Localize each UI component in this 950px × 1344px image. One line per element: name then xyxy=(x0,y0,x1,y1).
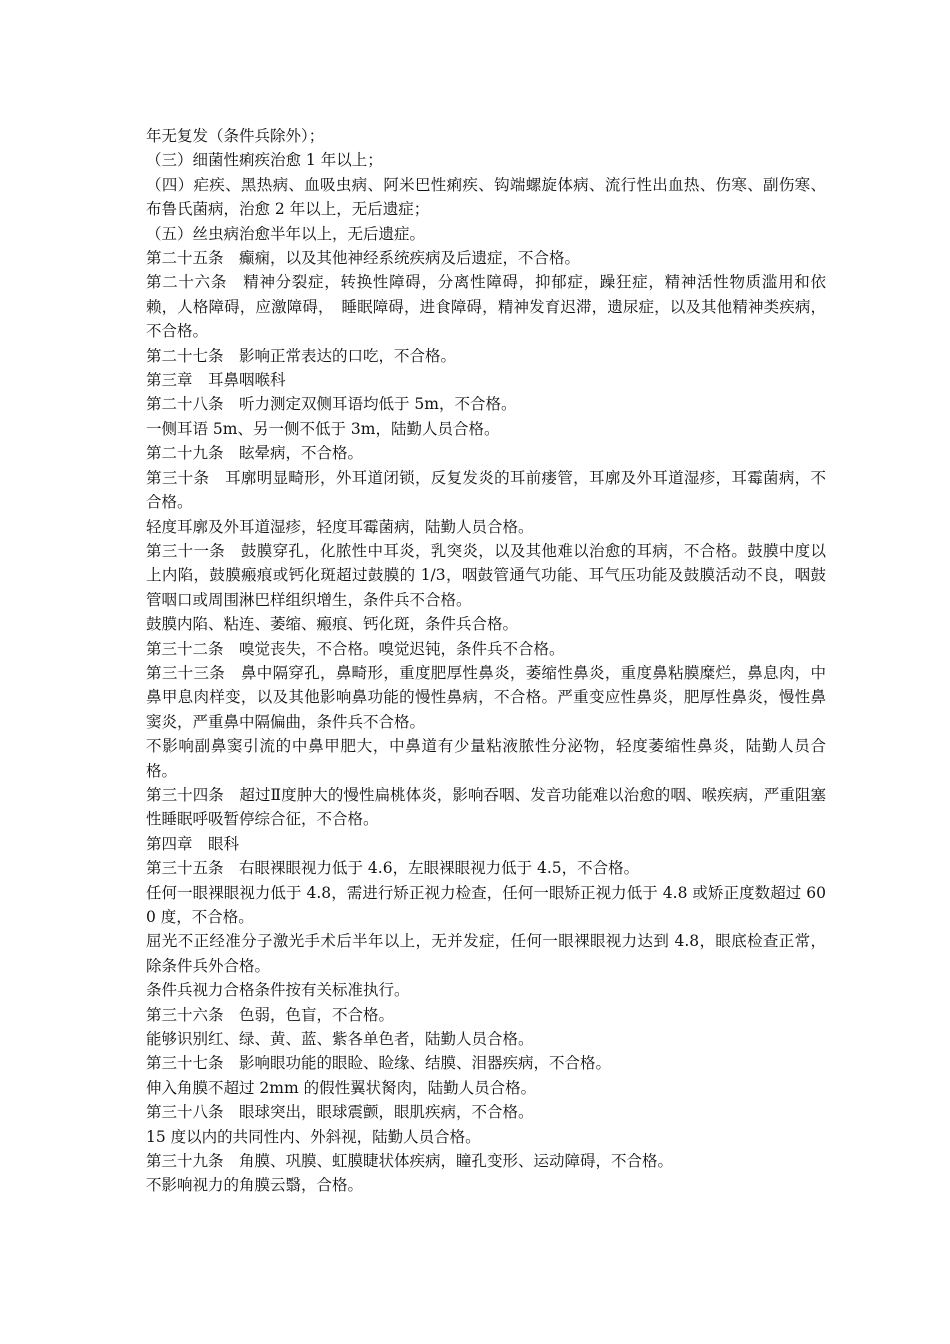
article-paragraph: 第二十五条 癫痫，以及其他神经系统疾病及后遗症，不合格。 xyxy=(146,249,581,268)
paragraph: 能够识别红、绿、黄、蓝、紫各单色者，陆勤人员合格。 xyxy=(146,1030,534,1049)
article-paragraph: 第三十二条 嗅觉丧失，不合格。嗅觉迟钝，条件兵不合格。 xyxy=(146,639,565,658)
paragraph: 不影响视力的角膜云翳，合格。 xyxy=(146,1176,364,1195)
article-paragraph: 第三十一条 鼓膜穿孔，化脓性中耳炎，乳突炎，以及其他难以治愈的耳病，不合格。鼓膜中度以上内陷，鼓膜瘢痕或钙化斑超过鼓膜的 1/3，咽鼓管通气功能、耳气压功能及鼓膜活动不良，咽鼓管咽口或周围淋巴样组织增生，条件兵不合格。 xyxy=(146,541,826,609)
paragraph: （五）丝虫病治愈半年以上，无后遗症。 xyxy=(146,224,426,243)
article-paragraph: 第三十条 耳廓明显畸形，外耳道闭锁，反复发炎的耳前瘘管，耳廓及外耳道湿疹，耳霉菌病，不合格。 xyxy=(146,468,826,512)
article-paragraph: 第三十九条 角膜、巩膜、虹膜睫状体疾病，瞳孔变形、运动障碍，不合格。 xyxy=(146,1152,674,1171)
document-body xyxy=(146,124,826,1198)
chapter-heading: 第三章 耳鼻咽喉科 xyxy=(146,371,286,390)
paragraph: 一侧耳语 5m、另一侧不低于 3m，陆勤人员合格。 xyxy=(146,419,500,438)
paragraph: 任何一眼裸眼视力低于 4.8，需进行矫正视力检查，任何一眼矫正视力低于 4.8 或矫正度数超过 600 度，不合格。 xyxy=(146,883,826,926)
paragraph: 屈光不正经准分子激光手术后半年以上，无并发症，任何一眼裸眼视力达到 4.8，眼底检查正常，除条件兵外合格。 xyxy=(146,932,826,975)
paragraph: 条件兵视力合格条件按有关标准执行。 xyxy=(146,981,410,1000)
article-paragraph: 第三十五条 右眼裸眼视力低于 4.6，左眼裸眼视力低于 4.5，不合格。 xyxy=(146,859,640,878)
article-paragraph: 第三十三条 鼻中隔穿孔，鼻畸形，重度肥厚性鼻炎，萎缩性鼻炎，重度鼻粘膜糜烂，鼻息肉，中鼻甲息肉样变，以及其他影响鼻功能的慢性鼻病，不合格。严重变应性鼻炎，肥厚性鼻炎，慢性鼻窦炎，严重鼻中隔偏曲，条件兵不合格。 xyxy=(146,663,826,731)
article-paragraph: 第二十六条 精神分裂症，转换性障碍，分离性障碍，抑郁症，躁狂症，精神活性物质滥用和依赖，人格障碍，应激障碍， 睡眠障碍，进食障碍，精神发育迟滞，遗尿症，以及其他精神类疾病，不合格。 xyxy=(146,273,826,341)
article-paragraph: 第二十七条 影响正常表达的口吃，不合格。 xyxy=(146,346,457,365)
paragraph: 伸入角膜不超过 2mm 的假性翼状胬肉，陆勤人员合格。 xyxy=(146,1078,537,1097)
article-paragraph: 第三十四条 超过Ⅱ度肿大的慢性扁桃体炎，影响吞咽、发音功能难以治愈的咽、喉疾病，严重阻塞性睡眠呼吸暂停综合征，不合格。 xyxy=(146,785,826,829)
paragraph: 年无复发（条件兵除外）； xyxy=(146,127,325,145)
paragraph: 15 度以内的共同性内、外斜视，陆勤人员合格。 xyxy=(146,1127,481,1146)
article-paragraph: 第三十七条 影响眼功能的眼睑、睑缘、结膜、泪器疾病，不合格。 xyxy=(146,1054,612,1073)
article-paragraph: 第三十八条 眼球突出，眼球震颤，眼肌疾病，不合格。 xyxy=(146,1103,534,1122)
paragraph: 不影响副鼻窦引流的中鼻甲肥大，中鼻道有少量粘液脓性分泌物，轻度萎缩性鼻炎，陆勤人员合格。 xyxy=(146,737,826,780)
article-paragraph: 第二十八条 听力测定双侧耳语均低于 5m，不合格。 xyxy=(146,395,517,414)
paragraph: （三）细菌性痢疾治愈 1 年以上； xyxy=(146,151,383,170)
paragraph: 轻度耳廓及外耳道湿疹，轻度耳霉菌病，陆勤人员合格。 xyxy=(146,517,534,536)
article-paragraph: 第二十九条 眩晕病，不合格。 xyxy=(146,444,364,463)
article-paragraph: 第三十六条 色弱，色盲，不合格。 xyxy=(146,1005,395,1024)
chapter-heading: 第四章 眼科 xyxy=(146,834,240,853)
paragraph: （四）疟疾、黑热病、血吸虫病、阿米巴性痢疾、钩端螺旋体病、流行性出血热、伤寒、副伤寒、布鲁氏菌病，治愈 2 年以上，无后遗症； xyxy=(146,175,826,219)
paragraph: 鼓膜内陷、粘连、萎缩、瘢痕、钙化斑，条件兵合格。 xyxy=(146,615,519,634)
